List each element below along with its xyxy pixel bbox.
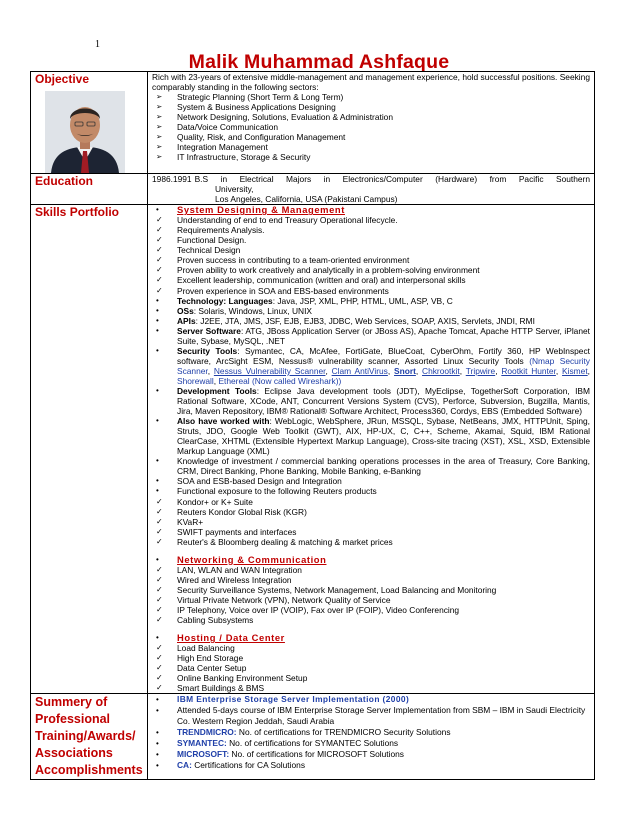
checkmark-icon: ✓ (156, 225, 163, 235)
skill-text: Understanding of end to end Treasury Operational lifecycle. (177, 215, 398, 226)
list-item (152, 537, 590, 547)
profile-photo (45, 91, 125, 173)
dot-bullet-icon: • (156, 695, 159, 705)
checkmark-icon: ✓ (156, 564, 163, 574)
list-item (152, 122, 590, 132)
dot-bullet-icon: • (156, 739, 159, 749)
portrait-image (45, 91, 125, 173)
dot-bullet-icon: • (156, 305, 159, 315)
security-link-rkhunter[interactable]: Rootkit Hunter (501, 365, 556, 376)
list-item (152, 476, 590, 486)
security-link-kismet[interactable]: Kismet (562, 365, 588, 376)
list-item (152, 705, 590, 727)
skills-row (31, 205, 595, 694)
checkmark-icon: ✓ (156, 604, 163, 614)
tech-text: : Solaris, Windows, Linux, UNIX (193, 305, 312, 316)
list-item (152, 316, 590, 326)
objective-row (31, 72, 595, 174)
dot-bullet-icon: • (156, 706, 159, 716)
skills-list (152, 205, 590, 547)
list-item (152, 497, 590, 507)
checkmark-icon: ✓ (156, 245, 163, 255)
skill-text: Wired and Wireless Integration (177, 574, 292, 585)
skill-text: IP Telephony, Voice over IP (VOIP), Fax over IP (FOIP), Video Conferencing (177, 604, 460, 615)
hosting-heading: Hosting / Data Center (177, 632, 285, 644)
education-year: 1986.1991 (152, 174, 192, 184)
summary-label-line: Summery of (35, 695, 108, 710)
dot-bullet-icon: • (156, 295, 159, 305)
skill-text: Security Surveillance Systems, Network Management, Load Balancing and Monitoring (177, 584, 497, 595)
list-item: • Security Tools: Symantec, CA, McAfee, FortiGate, BlueCoat, CyberOhm, Fortify 360, HP WebInspect software, ArcSight ESM, Nessus® vulnerability scanner, Assorted Linux Security Tools (Nmap Security Scanner, Nessus Vulnerability Scanner, Clam AntiVirus, Snort, Chkrootkit, Tripwire, Rootkit Hunter, Kismet, Shorewall, Ethereal (Now called Wireshark)) (156, 345, 590, 386)
dot-bullet-icon: • (156, 750, 159, 760)
list-item (152, 275, 590, 285)
summary-label-line: Professional (35, 712, 111, 727)
security-link-ethereal[interactable]: Ethereal (Now called Wireshark)) (218, 375, 342, 386)
dot-bullet-icon: • (156, 761, 159, 771)
networking-heading: Networking & Communication (177, 553, 327, 565)
security-link-nmap[interactable]: (Nmap Security Scanner (177, 355, 590, 376)
list-item (152, 386, 590, 416)
tech-key: Server Software (177, 325, 241, 336)
also-key: Also have worked with (177, 416, 270, 427)
dot-bullet-icon: • (156, 315, 159, 325)
skill-text: High End Storage (177, 653, 244, 664)
summary-label (31, 694, 148, 780)
list-item (152, 92, 590, 102)
list-item (152, 456, 590, 476)
checkmark-icon: ✓ (156, 663, 163, 673)
list-item (152, 727, 590, 738)
networking-list (152, 555, 590, 625)
skills-label: Skills Portfolio (31, 205, 148, 694)
education-line-3: Los Angeles, California, USA (Pakistani Campus) (215, 194, 398, 205)
objective-intro: Rich with 23-years of extensive middle-management and management experience, hold successful positions. Seeking comparably standing in the following sectors: (152, 72, 590, 93)
sector-text: Network Designing, Solutions, Evaluation & Administration (177, 112, 393, 123)
education-line-2: University, (215, 184, 254, 195)
skill-text: Virtual Private Network (VPN), Network Quality of Service (177, 594, 391, 605)
checkmark-icon: ✓ (156, 615, 163, 625)
sector-text: Quality, Risk, and Configuration Management (177, 132, 346, 143)
security-text: : Symantec, CA, McAfee, FortiGate, BlueCoat, CyberOhm, Fortify 360, HP WebInspect software, ArcSight ESM, Nessus® vulnerability scanner, Assorted Linux Security Tools (177, 345, 590, 366)
list-item (152, 643, 590, 653)
checkmark-icon: ✓ (156, 536, 163, 546)
objective-label-text: Objective (35, 72, 90, 86)
dot-bullet-icon: • (156, 554, 159, 564)
candidate-name: Malik Muhammad Ashfaque (188, 51, 450, 73)
checkmark-icon: ✓ (156, 516, 163, 526)
list-item (152, 615, 590, 625)
also-text: : WebLogic, WebSphere, JRun, MSSQL, Sybase, NetBeans, JMX, HTTPUnit, Sping, Struts, JDO, Google Web Toolkit (GWT), AIX, HP-UX, C, C++, Scheme, Akamai, Squid, IBM Rational ClearCase, XHTML (Extensible Hypertext Markup Language), Cross-site tracing (XST), XSL, XSD, Extensible Markup Language (XML) (177, 416, 590, 457)
dev-text: : Eclipse Java development tools (JDT), MyEclipse, TogetherSoft Corporation, IBM Rational Software, XCode, ANT, Concurrent Versions System (CVS), Perforce, Subversion, Bugzilla, Mantis, Jira, Maven Repository, IBM® Rational® Software Architect, Process360, Cordys, EBS (Embedded Software) (177, 385, 590, 417)
list-item (152, 296, 590, 306)
skill-text: Reuters Kondor Global Risk (KGR) (177, 506, 307, 517)
skill-text: Technical Design (177, 245, 241, 256)
dot-bullet-icon: • (156, 416, 159, 426)
skill-text: Proven ability to work creatively and analytically in a problem-solving environment (177, 265, 480, 276)
checkmark-icon: ✓ (156, 255, 163, 265)
dot-bullet-icon: • (156, 325, 159, 335)
list-item (152, 225, 590, 235)
checkmark-icon: ✓ (156, 265, 163, 275)
summary-list (152, 694, 590, 771)
arrow-bullet-icon: ➢ (156, 102, 163, 112)
page-number: 1 (95, 39, 100, 50)
security-link-snort[interactable]: Snort (394, 365, 416, 376)
sector-text: System & Business Applications Designing (177, 102, 336, 113)
list-item (152, 326, 590, 346)
sector-text: Strategic Planning (Short Term & Long Term) (177, 92, 344, 103)
sector-list (152, 92, 590, 162)
education-degree: B.S in Electrical Majors in Electronics/Computer (Hardware) from Pacific Southern (194, 174, 590, 184)
cert-key: SYMANTEC: (177, 738, 227, 749)
checkmark-icon: ✓ (156, 526, 163, 536)
list-item (152, 565, 590, 575)
list-item (152, 760, 590, 771)
checkmark-icon: ✓ (156, 506, 163, 516)
checkmark-icon: ✓ (156, 683, 163, 693)
list-item (152, 683, 590, 693)
checkmark-icon: ✓ (156, 584, 163, 594)
skill-text: Excellent leadership, communication (written and oral) and interpersonal skills (177, 275, 466, 286)
list-item (152, 575, 590, 585)
list-item (152, 132, 590, 142)
list-item (152, 673, 590, 683)
checkmark-icon: ✓ (156, 215, 163, 225)
list-item (152, 286, 590, 296)
hosting-list (152, 633, 590, 693)
list-item (152, 265, 590, 275)
list-item (152, 694, 590, 705)
cert-text: Certifications for CA Solutions (191, 760, 306, 771)
tech-key: Technology: Languages (177, 295, 273, 306)
checkmark-icon: ✓ (156, 673, 163, 683)
arrow-bullet-icon: ➢ (156, 132, 163, 142)
list-item (152, 235, 590, 245)
security-link-clamav[interactable]: Clam AntiVirus (331, 365, 388, 376)
sector-text: IT Infrastructure, Storage & Security (177, 152, 311, 163)
checkmark-icon: ✓ (156, 496, 163, 506)
list-item (152, 595, 590, 605)
list-item (152, 653, 590, 663)
skill-text: KVaR+ (177, 516, 204, 527)
checkmark-icon: ✓ (156, 235, 163, 245)
list-item (152, 205, 590, 215)
list-item (152, 306, 590, 316)
dot-bullet-icon: • (156, 633, 159, 643)
summary-label-line: Training/Awards/ (35, 729, 136, 744)
dot-bullet-icon: • (156, 476, 159, 486)
arrow-bullet-icon: ➢ (156, 152, 163, 162)
list-item (152, 738, 590, 749)
list-item (152, 605, 590, 615)
list-item (152, 215, 590, 225)
ibm-text: Attended 5-days course of IBM Enterprise Storage Server Implementation from SBM – IBM in Saudi Electricity Co. Western Region Jeddah, Saudi Arabia (177, 705, 586, 727)
skill-text: Online Banking Environment Setup (177, 673, 308, 684)
list-item (152, 507, 590, 517)
design-heading: System Designing & Management (177, 204, 345, 216)
resume-table (30, 71, 595, 780)
cert-key: TRENDMICRO: (177, 727, 237, 738)
cert-text: No. of certifications for SYMANTEC Solutions (226, 738, 399, 749)
list-item (152, 255, 590, 265)
list-item (152, 416, 590, 456)
dot-bullet-icon: • (156, 345, 159, 355)
tech-text: : J2EE, JTA, JMS, JSF, EJB, EJB3, JDBC, Web Services, SOAP, AXIS, Servlets, JNDI, RMI (195, 315, 535, 326)
skill-text: Knowledge of investment / commercial banking operations processes in the area of Treasury, Core Banking, CRM, Direct Banking, Phone Banking, Mobile Banking, e-Banking (177, 456, 590, 477)
summary-label-line: Accomplishments (35, 763, 143, 778)
education-content (148, 174, 595, 205)
list-item (152, 663, 590, 673)
skill-text: Proven experience in SOA and EBS-based environments (177, 285, 389, 296)
dot-bullet-icon: • (156, 385, 159, 395)
ibm-heading: IBM Enterprise Storage Server Implementation (2000) (177, 694, 410, 705)
education-row (31, 174, 595, 205)
cert-text: No. of certifications for MICROSOFT Solutions (229, 749, 404, 760)
skill-text: Functional Design. (177, 235, 247, 246)
dev-key: Development Tools (177, 385, 257, 396)
checkmark-icon: ✓ (156, 574, 163, 584)
objective-label (31, 72, 148, 174)
list-item (152, 517, 590, 527)
skill-text: Smart Buildings & BMS (177, 683, 265, 694)
dot-bullet-icon: • (156, 486, 159, 496)
sector-text: Data/Voice Communication (177, 122, 279, 133)
security-link-shorewall[interactable]: Shorewall (177, 375, 214, 386)
skill-text: SOA and ESB-based Design and Integration (177, 476, 342, 487)
list-item (152, 245, 590, 255)
list-item (152, 142, 590, 152)
tech-text: : ATG, JBoss Application Server (or JBoss AS), Apache Tomcat, Apache HTTP Server, iPlanet Suite, Sybase, MySQL, .NET (177, 325, 590, 346)
skill-text: Data Center Setup (177, 663, 247, 674)
summary-content (148, 694, 595, 780)
skill-text: Proven success in contributing to a team-oriented environment (177, 255, 410, 266)
list-item (152, 555, 590, 565)
objective-content (148, 72, 595, 174)
summary-row (31, 694, 595, 780)
skill-text: Load Balancing (177, 643, 235, 654)
arrow-bullet-icon: ➢ (156, 92, 163, 102)
summary-label-line: Associations (35, 746, 113, 761)
skill-text: LAN, WLAN and WAN Integration (177, 564, 302, 575)
checkmark-icon: ✓ (156, 643, 163, 653)
tech-text: : Java, JSP, XML, PHP, HTML, UML, ASP, VB, C (272, 295, 453, 306)
skill-text: Reuter's & Bloomberg dealing & matching & market prices (177, 536, 393, 547)
skill-text: Kondor+ or K+ Suite (177, 496, 253, 507)
security-link-nessus[interactable]: Nessus Vulnerability Scanner (213, 365, 326, 376)
cert-text: No. of certifications for TRENDMICRO Security Solutions (236, 727, 451, 738)
checkmark-icon: ✓ (156, 285, 163, 295)
security-link-tripwire[interactable]: Tripwire (465, 365, 496, 376)
dot-bullet-icon: • (156, 728, 159, 738)
skill-text: SWIFT payments and interfaces (177, 526, 297, 537)
tech-key: OSs (177, 305, 194, 316)
dot-bullet-icon: • (156, 456, 159, 466)
list-item (152, 633, 590, 643)
cert-key: MICROSOFT: (177, 749, 230, 760)
list-item (152, 152, 590, 162)
list-item (152, 527, 590, 537)
arrow-bullet-icon: ➢ (156, 122, 163, 132)
sector-text: Integration Management (177, 142, 268, 153)
skill-text: Requirements Analysis. (177, 225, 265, 236)
dot-bullet-icon: • (156, 205, 159, 215)
list-item (152, 112, 590, 122)
list-item (152, 585, 590, 595)
security-link-chkrootkit[interactable]: Chkrootkit (422, 365, 460, 376)
checkmark-icon: ✓ (156, 275, 163, 285)
checkmark-icon: ✓ (156, 594, 163, 604)
list-item (152, 102, 590, 112)
checkmark-icon: ✓ (156, 653, 163, 663)
skills-content (148, 205, 595, 694)
arrow-bullet-icon: ➢ (156, 112, 163, 122)
list-item (152, 749, 590, 760)
skill-text: Cabling Subsystems (177, 615, 254, 626)
education-label: Education (31, 174, 148, 205)
arrow-bullet-icon: ➢ (156, 142, 163, 152)
education-line-1 (152, 174, 590, 184)
tech-key: APIs (177, 315, 196, 326)
list-item (152, 486, 590, 496)
cert-key: CA: (177, 760, 192, 771)
skill-text: Functional exposure to the following Reuters products (177, 486, 377, 497)
security-key: Security Tools (177, 345, 238, 356)
